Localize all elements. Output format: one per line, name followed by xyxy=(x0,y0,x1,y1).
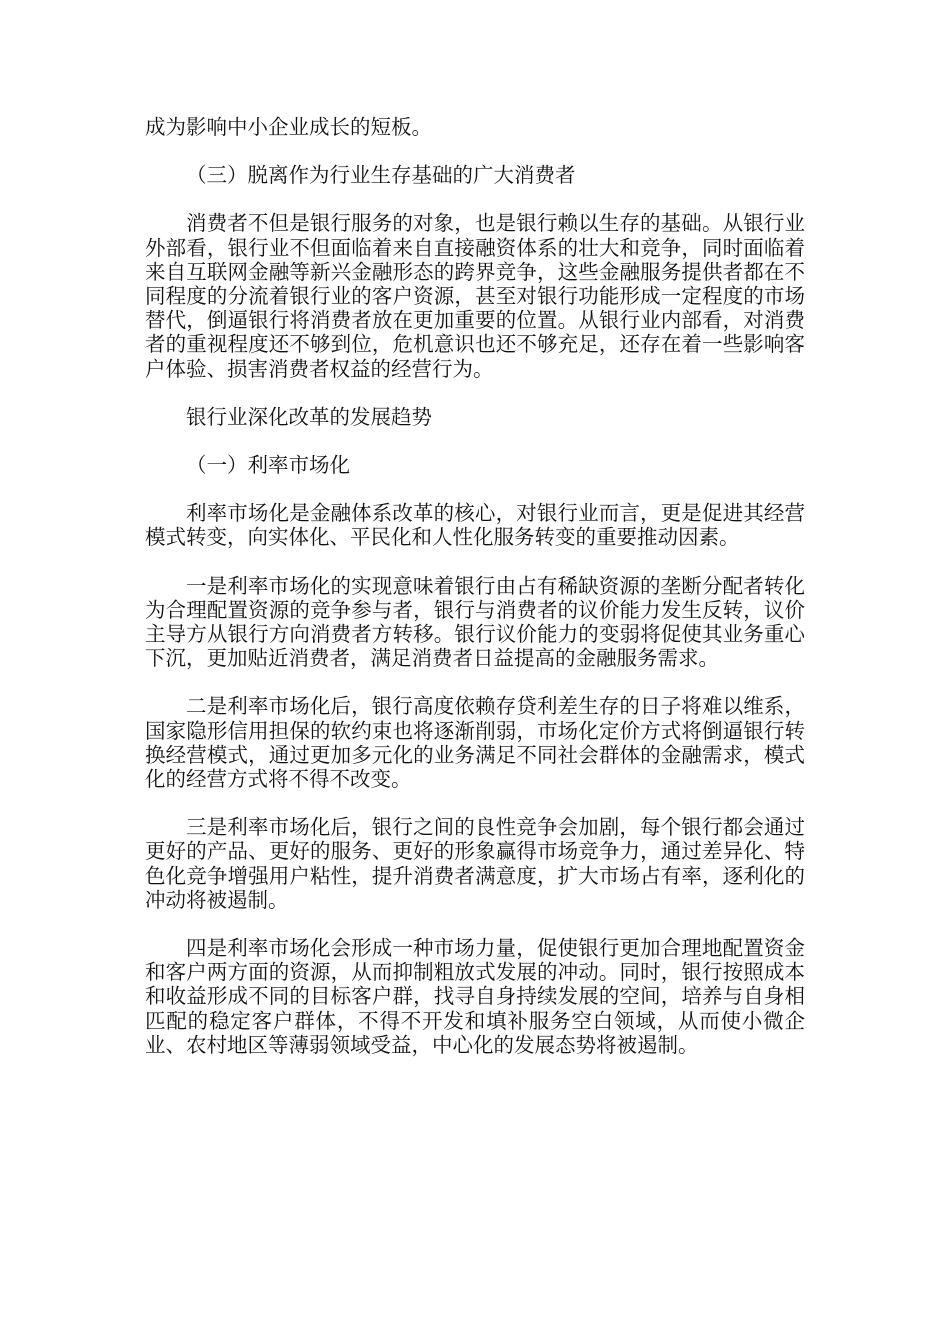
paragraph-consumers: 消费者不但是银行服务的对象，也是银行赖以生存的基础。从银行业外部看，银行业不但面临着来自直接融资体系的壮大和竞争，同时面临着来自互联网金融等新兴金融形态的跨界竞争，这些金融服务提供者都在不同程度的分流着银行业的客户资源，甚至对银行功能形成一定程度的市场替代，倒逼银行将消费者放在更加重要的位置。从银行业内部看，对消费者的重视程度还不够到位，危机意识也还不够充足，还存在着一些影响客户体验、损害消费者权益的经营行为。 xyxy=(145,211,805,381)
section-heading-three: （三）脱离作为行业生存基础的广大消费者 xyxy=(186,163,576,188)
document-body xyxy=(145,115,805,1081)
section-heading-trends: 银行业深化改革的发展趋势 xyxy=(186,404,432,429)
subsection-heading-one: （一）利率市场化 xyxy=(186,453,350,478)
paragraph-point-two: 二是利率市场化后，银行高度依赖存贷利差生存的日子将难以维系，国家隐形信用担保的软约束也将逐渐削弱，市场化定价方式将倒逼银行转换经营模式，通过更加多元化的业务满足不同社会群体的金融需求，模式化的经营方式将不得不改变。 xyxy=(145,694,805,792)
paragraph-point-one: 一是利率市场化的实现意味着银行由占有稀缺资源的垄断分配者转化为合理配置资源的竞争参与者，银行与消费者的议价能力发生反转，议价主导方从银行方向消费者方转移。银行议价能力的变弱将促使其业务重心下沉，更加贴近消费者，满足消费者日益提高的金融服务需求。 xyxy=(145,573,805,671)
paragraph-rate-marketization: 利率市场化是金融体系改革的核心，对银行业而言，更是促进其经营模式转变，向实体化、平民化和人性化服务转变的重要推动因素。 xyxy=(145,501,805,550)
paragraph-continuation: 成为影响中小企业成长的短板。 xyxy=(145,115,432,139)
paragraph-point-four: 四是利率市场化会形成一种市场力量，促使银行更加合理地配置资金和客户两方面的资源，从而抑制粗放式发展的冲动。同时，银行按照成本和收益形成不同的目标客户群，找寻自身持续发展的空间，培养与自身相匹配的稳定客户群体，不得不开发和填补服务空白领域，从而使小微企业、农村地区等薄弱领域受益，中心化的发展态势将被遏制。 xyxy=(145,936,805,1057)
paragraph-point-three: 三是利率市场化后，银行之间的良性竞争会加剧，每个银行都会通过更好的产品、更好的服务、更好的形象赢得市场竞争力，通过差异化、特色化竞争增强用户粘性，提升消费者满意度，扩大市场占有率，逐利化的冲动将被遏制。 xyxy=(145,815,805,912)
